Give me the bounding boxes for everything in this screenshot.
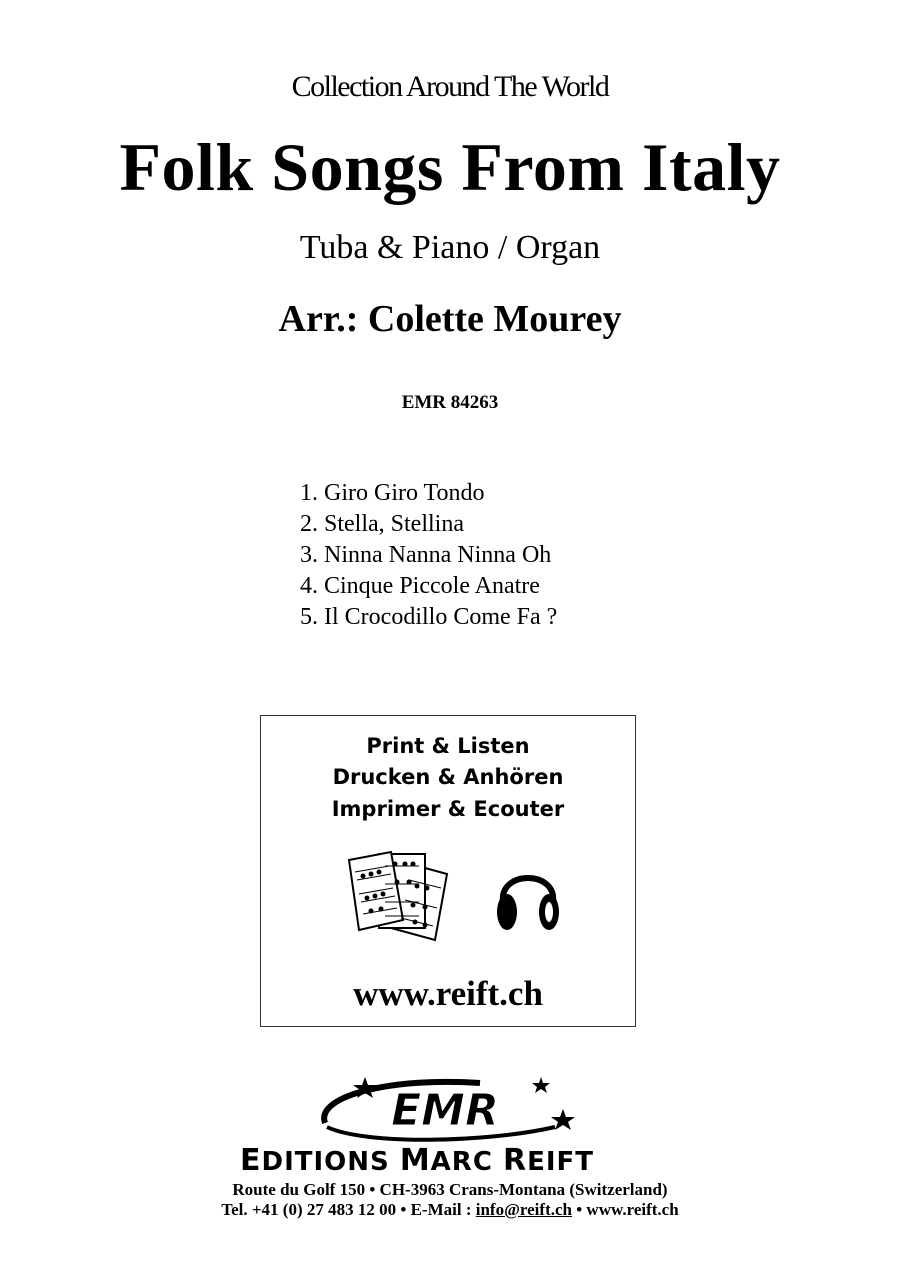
series-title: Collection Around The World: [291, 70, 609, 103]
publisher-contact: Tel. +41 (0) 27 483 12 00 • E-Mail : info@reift.ch • www.reift.ch: [221, 1200, 679, 1219]
headphones-icon: [493, 856, 563, 936]
print-listen-en: Print & Listen: [366, 734, 530, 758]
print-listen-de: Drucken & Anhören: [332, 765, 564, 789]
song-item: 1. Giro Giro Tondo: [300, 480, 485, 506]
print-listen-fr: Imprimer & Ecouter: [331, 797, 565, 821]
page-title: Folk Songs From Italy: [119, 129, 781, 205]
arranger: Arr.: Colette Mourey: [278, 298, 622, 340]
publisher-address: Route du Golf 150 • CH-3963 Crans-Montana (Switzerland): [232, 1180, 668, 1199]
print-listen-box: [260, 715, 636, 1027]
website-link[interactable]: www.reift.ch: [353, 974, 543, 1013]
sheet-music-icon: [345, 850, 465, 942]
song-item: 3. Ninna Nanna Ninna Oh: [300, 542, 552, 568]
catalog-number: EMR 84263: [401, 392, 499, 413]
instrumentation: Tuba & Piano / Organ: [299, 229, 601, 266]
song-list: [300, 478, 557, 633]
publisher-name: EDITIONS MARC REIFT: [240, 1143, 594, 1178]
email-link[interactable]: info@reift.ch: [475, 1200, 572, 1219]
song-item: 2. Stella, Stellina: [300, 511, 464, 537]
emr-logo: [305, 1075, 585, 1147]
song-item: 5. Il Crocodillo Come Fa ?: [300, 604, 558, 630]
logo-text: EMR: [391, 1085, 499, 1136]
song-item: 4. Cinque Piccole Anatre: [300, 573, 540, 599]
